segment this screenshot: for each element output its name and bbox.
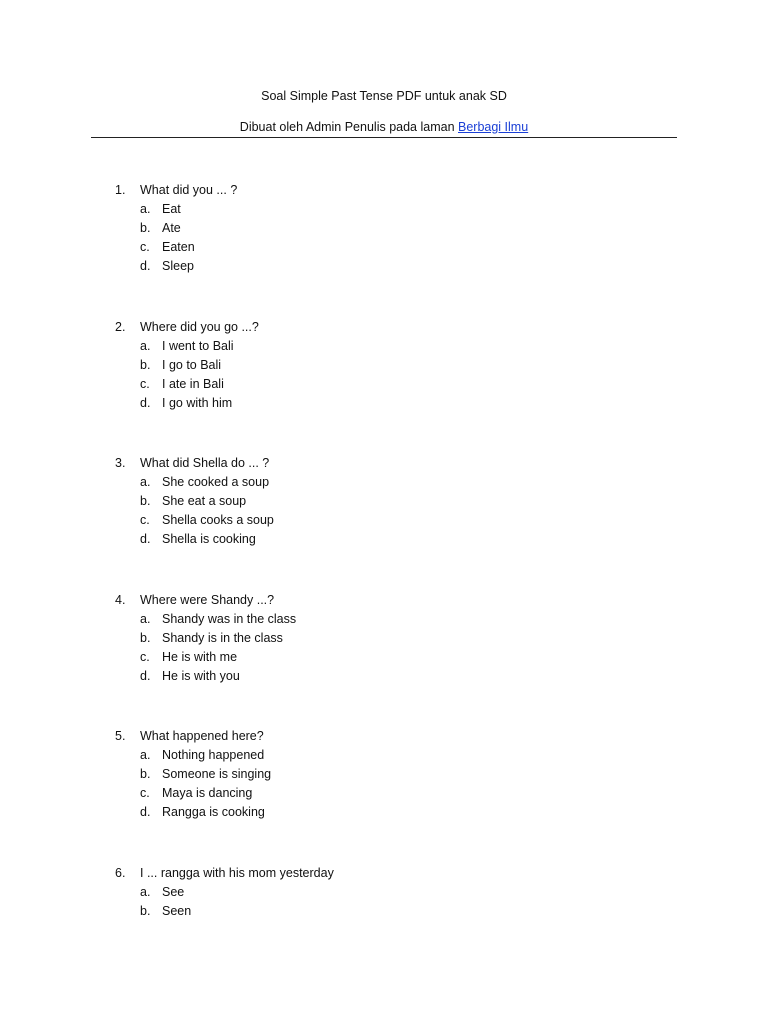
option-letter: a. [140,748,151,762]
option-letter: c. [140,649,150,664]
option-text: Eat [162,202,181,216]
question-row [0,728,768,747]
option-item [0,531,768,550]
question-number: 1. [115,183,126,197]
question-number: 3. [115,456,126,470]
option-item [0,201,768,220]
option-list [0,474,768,550]
question-number: 5. [115,729,126,743]
option-item [0,357,768,376]
option-letter: b. [140,221,151,235]
option-letter: b. [140,494,151,508]
option-text: Ate [162,221,181,235]
question-5 [0,728,768,823]
option-text: I went to Bali [162,338,234,353]
option-item [0,220,768,239]
option-text: I go to Bali [162,357,222,372]
option-text: Shella is cooking [162,532,256,546]
option-letter: d. [140,395,151,410]
option-letter: a. [140,475,151,489]
header-divider [91,137,677,138]
question-text: What did you ... ? [140,183,238,197]
option-text: Sleep [162,259,194,273]
option-item [0,668,768,687]
option-letter: a. [140,202,151,216]
option-item [0,258,768,277]
question-1 [0,182,768,277]
option-item [0,785,768,804]
question-number: 6. [115,865,126,880]
option-letter: b. [140,903,151,918]
option-letter: c. [140,376,150,391]
option-letter: d. [140,259,151,273]
option-text: He is with you [162,668,240,683]
option-text: Seen [162,903,192,918]
option-item [0,493,768,512]
document-title: Soal Simple Past Tense PDF untuk anak SD [261,89,507,103]
option-item [0,512,768,531]
option-list [0,611,768,687]
option-letter: b. [140,767,151,781]
option-list [0,884,768,922]
question-row [0,182,768,201]
question-number: 4. [115,592,126,607]
question-row [0,319,768,338]
option-item [0,630,768,649]
option-letter: d. [140,668,151,683]
option-item [0,649,768,668]
option-letter: a. [140,611,151,626]
question-2 [0,319,768,414]
option-letter: b. [140,357,151,372]
option-item [0,747,768,766]
option-list [0,201,768,277]
question-row [0,592,768,611]
option-text: See [162,884,185,899]
option-letter: b. [140,630,151,645]
option-item [0,804,768,823]
document-subtitle [0,119,768,135]
question-text: Where were Shandy ...? [140,592,275,607]
option-text: Shandy is in the class [162,630,283,645]
option-list [0,338,768,414]
option-letter: d. [140,805,151,819]
option-item [0,395,768,414]
option-text: I go with him [162,395,233,410]
subtitle-text: Dibuat oleh Admin Penulis pada laman [239,120,458,134]
option-item [0,474,768,493]
option-letter: a. [140,884,151,899]
question-3 [0,455,768,550]
question-6 [0,865,768,922]
option-text: She cooked a soup [162,475,270,489]
question-row [0,455,768,474]
option-text: Shella cooks a soup [162,513,274,527]
option-text: Shandy was in the class [162,611,297,626]
option-letter: d. [140,532,151,546]
option-item [0,903,768,922]
question-text: I ... rangga with his mom yesterday [140,865,334,880]
option-text: Someone is singing [162,767,272,781]
question-list [0,182,768,963]
question-row [0,865,768,884]
option-letter: c. [140,513,150,527]
question-text: What did Shella do ... ? [140,456,270,470]
option-item [0,766,768,785]
option-letter: c. [140,240,150,254]
option-text: Eaten [162,240,195,254]
question-4 [0,592,768,687]
option-item [0,884,768,903]
option-item [0,611,768,630]
question-number: 2. [115,319,126,334]
option-text: Nothing happened [162,748,265,762]
berbagi-ilmu-link[interactable]: Berbagi Ilmu [458,120,529,134]
option-letter: c. [140,786,150,800]
option-letter: a. [140,338,151,353]
option-text: I ate in Bali [162,376,224,391]
option-text: Rangga is cooking [162,805,265,819]
option-item [0,239,768,258]
question-text: Where did you go ...? [140,319,259,334]
option-item [0,376,768,395]
option-text: He is with me [162,649,238,664]
question-text: What happened here? [140,729,264,743]
option-text: She eat a soup [162,494,247,508]
option-item [0,338,768,357]
option-text: Maya is dancing [162,786,253,800]
option-list [0,747,768,823]
